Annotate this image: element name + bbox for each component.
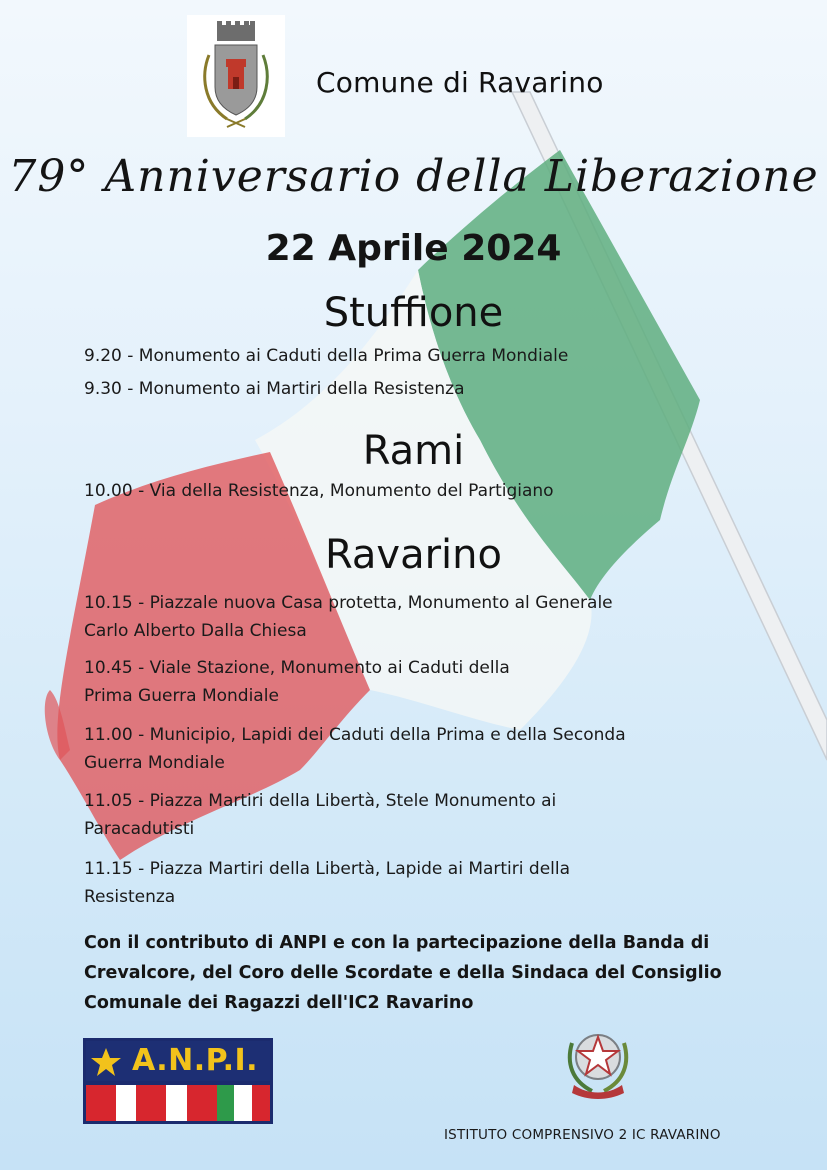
anpi-logo <box>83 1038 273 1124</box>
event-item-line: Paracadutisti <box>84 819 195 839</box>
credits-note <box>84 928 722 1018</box>
location-heading-ravarino: Ravarino <box>325 532 502 578</box>
event-item-line: 11.15 - Piazza Martiri della Libertà, Lapide ai Martiri della <box>84 859 571 879</box>
event-item-line: Prima Guerra Mondiale <box>84 686 279 706</box>
credits-line: Comunale dei Ragazzi dell'IC2 Ravarino <box>84 993 474 1013</box>
event-item: 9.20 - Monumento ai Caduti della Prima Guerra Mondiale <box>84 346 569 366</box>
event-date: 22 Aprile 2024 <box>265 228 562 269</box>
italian-republic-emblem <box>562 1023 634 1101</box>
event-title: 79° Anniversario della Liberazione <box>8 151 819 202</box>
location-heading-stuffione: Stuffione <box>323 290 504 336</box>
event-item-line: Resistenza <box>84 887 176 907</box>
republic-emblem-icon <box>562 1023 634 1101</box>
event-item-line: 11.00 - Municipio, Lapidi dei Caduti della Prima e della Seconda <box>84 725 626 745</box>
credits-line: Con il contributo di ANPI e con la partecipazione della Banda di <box>84 933 710 953</box>
location-heading-rami: Rami <box>362 428 465 474</box>
event-item-line: Guerra Mondiale <box>84 753 225 773</box>
event-item-line: 10.45 - Viale Stazione, Monumento ai Caduti della <box>84 658 510 678</box>
event-item-line: 11.05 - Piazza Martiri della Libertà, Stele Monumento ai <box>84 791 557 811</box>
school-name: ISTITUTO COMPRENSIVO 2 IC RAVARINO <box>444 1127 721 1143</box>
event-item: 10.00 - Via della Resistenza, Monumento del Partigiano <box>84 481 554 501</box>
credits-line: Crevalcore, del Coro delle Scordate e della Sindaca del Consiglio <box>84 963 722 983</box>
anpi-logo-text: A.N.P.I. <box>131 1043 259 1078</box>
event-item-line: 10.15 - Piazzale nuova Casa protetta, Monumento al Generale <box>84 593 613 613</box>
comune-crest <box>187 15 285 137</box>
event-item-line: Carlo Alberto Dalla Chiesa <box>84 621 307 641</box>
event-item: 9.30 - Monumento ai Martiri della Resistenza <box>84 379 465 399</box>
castle-crest-icon <box>187 15 285 137</box>
anpi-tricolor-stripe <box>86 1085 270 1121</box>
comune-name: Comune di Ravarino <box>316 66 604 99</box>
star-icon <box>90 1046 122 1078</box>
